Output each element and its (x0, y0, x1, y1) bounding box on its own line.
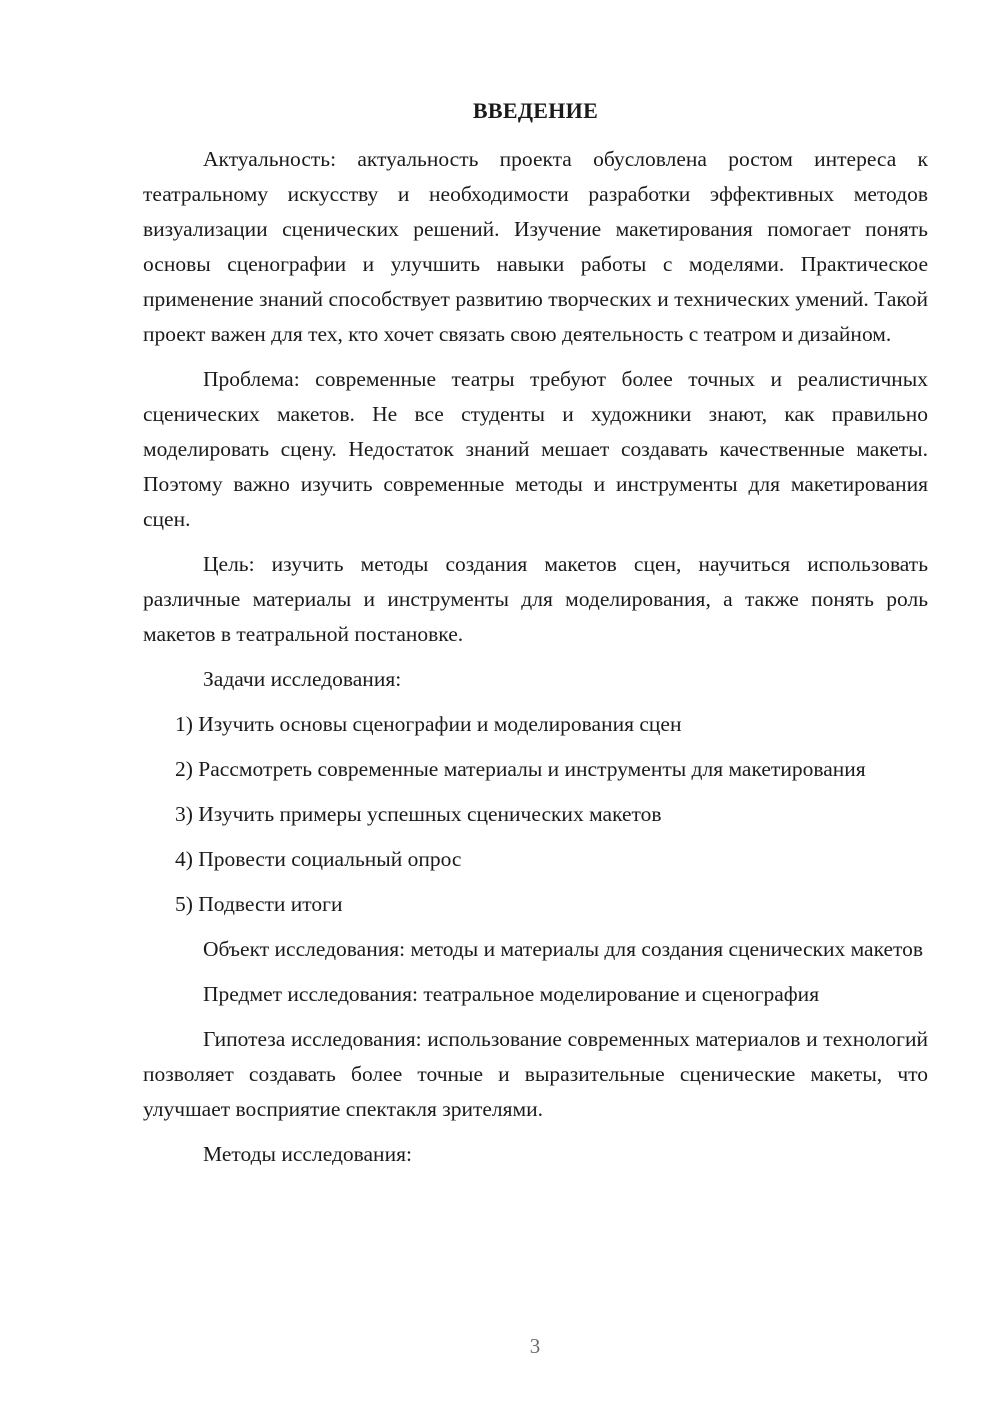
page-number: 3 (529, 1334, 541, 1358)
hypothesis-paragraph: Гипотеза исследования: использование современных материалов и технологий позволяет создавать более точные и выразительные сценические макеты, что улучшает восприятие спектакля зрителями. (143, 1027, 928, 1121)
methods-heading: Методы исследования: (203, 1142, 412, 1166)
task-item-1: 1) Изучить основы сценографии и моделирования сцен (175, 712, 682, 736)
task-item-5: 5) Подвести итоги (175, 892, 343, 916)
relevance-paragraph: Актуальность: актуальность проекта обусловлена ростом интереса к театральному искусству и необходимости разработки эффективных методов визуализации сценических решений. Изучение макетирования помогает понять основы сценографии и улучшить навыки работы с моделями. Практическое применение знаний способствует развитию творческих и технических умений. Такой проект важен для тех, кто хочет связать свою деятельность с театром и дизайном. (143, 147, 928, 346)
tasks-heading: Задачи исследования: (203, 667, 402, 691)
goal-paragraph: Цель: изучить методы создания макетов сцен, научиться использовать различные материалы и инструменты для моделирования, а также понять роль макетов в театральной постановке. (143, 552, 928, 646)
task-item-4: 4) Провести социальный опрос (175, 847, 462, 871)
page-title: ВВЕДЕНИЕ (472, 98, 599, 123)
object-paragraph: Объект исследования: методы и материалы для создания сценических макетов (203, 937, 924, 961)
task-item-2: 2) Рассмотреть современные материалы и инструменты для макетирования (175, 757, 866, 781)
document-body (143, 142, 928, 1182)
problem-paragraph: Проблема: современные театры требуют более точных и реалистичных сценических макетов. Не все студенты и художники знают, как правильно моделировать сцену. Недостаток знаний мешает создавать качественные макеты. Поэтому важно изучить современные методы и инструменты для макетирования сцен. (143, 367, 928, 531)
subject-paragraph: Предмет исследования: театральное моделирование и сценография (203, 982, 820, 1006)
task-item-3: 3) Изучить примеры успешных сценических макетов (175, 802, 662, 826)
